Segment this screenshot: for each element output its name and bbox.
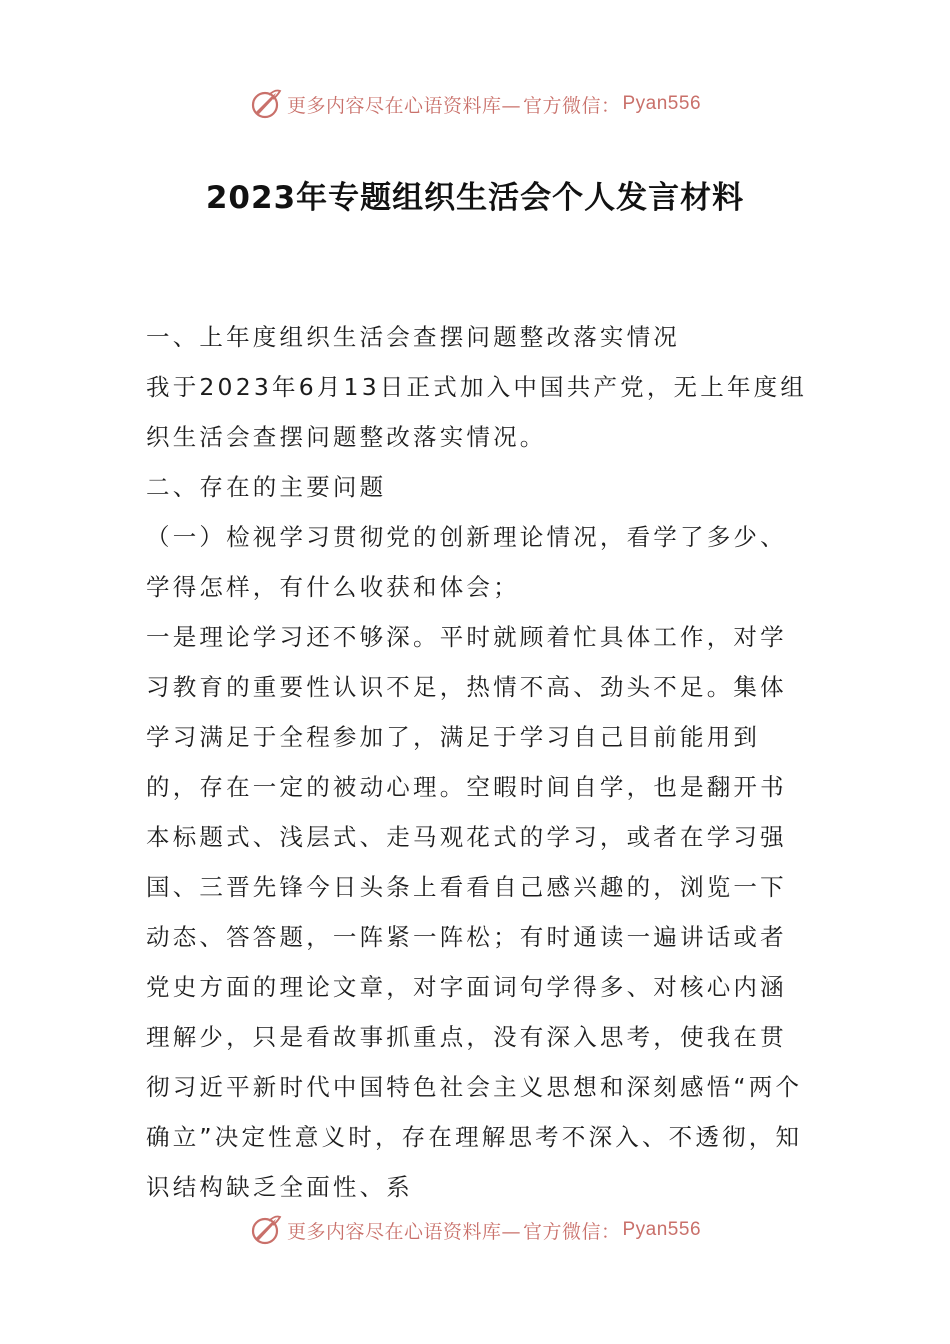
subsection-heading-1: （一）检视学习贯彻党的创新理论情况，看学了多少、学得怎样，有什么收获和体会； [146,523,787,601]
document-title: 2023年专题组织生活会个人发言材料 [205,180,745,216]
pen-nib-logo-icon [249,1213,283,1247]
banner-brand-text: 更多内容尽在心语资料库— [286,94,521,117]
paragraph-1: 我于2023年6月13日正式加入中国共产党，无上年度组织生活会查摆问题整改落实情况。 [146,373,808,451]
banner-wechat-label: 官方微信： [522,94,621,117]
section-heading-2: 二、存在的主要问题 [146,473,387,501]
banner-wechat-id: Pyan556 [622,93,702,114]
header-banner [0,84,950,124]
banner-wechat-id: Pyan556 [622,1219,702,1240]
pen-nib-logo-icon [249,87,283,121]
banner-wechat-label: 官方微信： [522,1220,621,1243]
document-body [146,312,808,1212]
paragraph-2: 一是理论学习还不够深。平时就顾着忙具体工作，对学习教育的重要性认识不足，热情不高、劲头不足。集体学习满足于全程参加了，满足于学习自己目前能用到的，存在一定的被动心理。空暇时间自学，也是翻开书本标题式、浅层式、走马观花式的学习，或者在学习强国、三晋先锋今日头条上看看自己感兴趣的，浏览一下动态、答答题，一阵紧一阵松；有时通读一遍讲话或者党史方面的理论文章，对字面词句学得多、对核心内涵理解少，只是看故事抓重点，没有深入思考，使我在贯彻习近平新时代中国特色社会主义思想和深刻感悟“两个确立”决定性意义时，存在理解思考不深入、不透彻，知识结构缺乏全面性、系 [146,623,803,1201]
banner-brand-text: 更多内容尽在心语资料库— [286,1220,521,1243]
section-heading-1: 一、上年度组织生活会查摆问题整改落实情况 [146,323,680,351]
footer-banner [0,1210,950,1250]
